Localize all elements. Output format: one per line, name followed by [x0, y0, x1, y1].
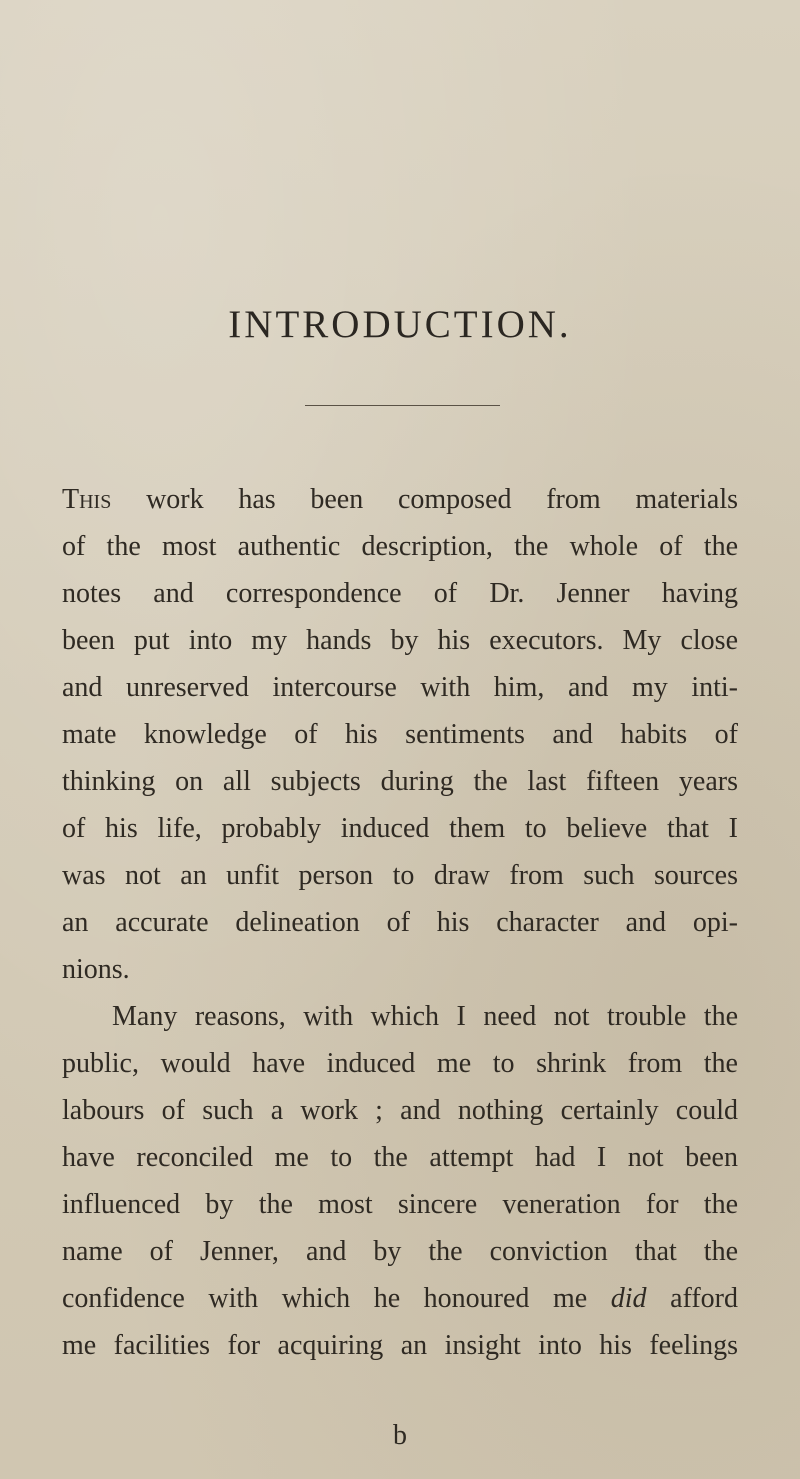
- text-line: public, would have induced me to shrink from the: [62, 1048, 738, 1079]
- text-line: mate knowledge of his sentiments and habits of: [62, 719, 738, 750]
- text-line: me facilities for acquiring an insight into his feelings: [62, 1330, 738, 1361]
- text-line: have reconciled me to the attempt had I not been: [62, 1142, 738, 1173]
- text-line: was not an unfit person to draw from such sources: [62, 860, 738, 891]
- text-line: an accurate delineation of his character and opi-: [62, 907, 738, 938]
- signature-mark: b: [393, 1420, 407, 1451]
- chapter-title: INTRODUCTION.: [228, 303, 572, 346]
- text-line: thinking on all subjects during the last fifteen years: [62, 766, 738, 797]
- text-line: name of Jenner, and by the conviction that the: [62, 1236, 738, 1267]
- title-rule: [305, 405, 500, 406]
- text-line: nions.: [62, 954, 130, 985]
- opening-word: This: [62, 484, 112, 515]
- text-line: of his life, probably induced them to believe that I: [62, 813, 738, 844]
- text-line: confidence with which he honoured me did afford: [62, 1283, 738, 1314]
- emphasis: did: [610, 1283, 647, 1314]
- text-line: labours of such a work ; and nothing certainly could: [62, 1095, 738, 1126]
- text-line: Many reasons, with which I need not trouble the: [112, 1001, 738, 1032]
- text-line: been put into my hands by his executors. My close: [62, 625, 738, 656]
- text-line: This work has been composed from materials: [62, 484, 738, 515]
- text-line: influenced by the most sincere veneration for the: [62, 1189, 738, 1220]
- text-line: and unreserved intercourse with him, and my inti-: [62, 672, 738, 703]
- text-line: of the most authentic description, the whole of the: [62, 531, 738, 562]
- text-line: notes and correspondence of Dr. Jenner having: [62, 578, 738, 609]
